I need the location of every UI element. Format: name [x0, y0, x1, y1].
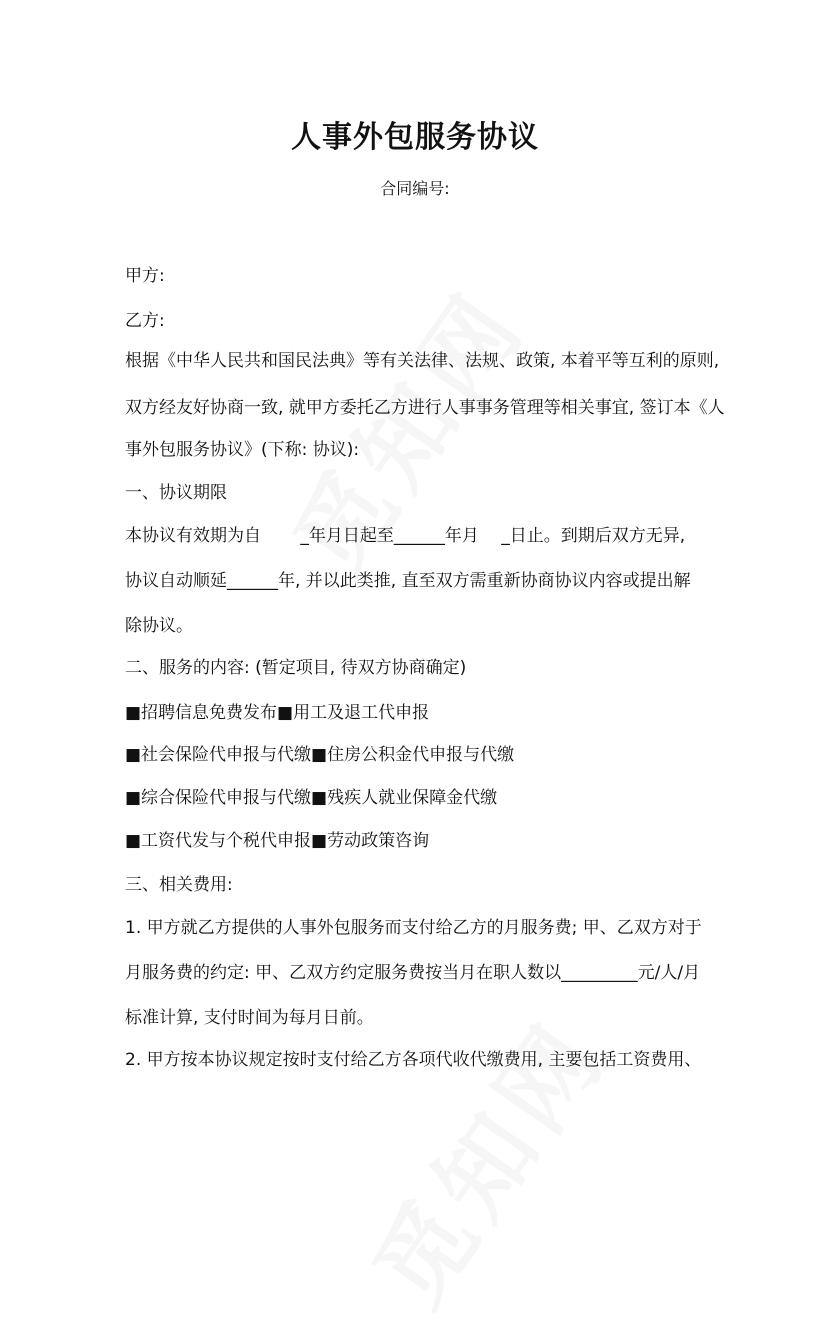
service-item-line: ■招聘信息免费发布■用工及退工代申报 [125, 703, 430, 723]
party-a-label: 甲方: [125, 266, 165, 286]
service-item-line: ■综合保险代申报与代缴■残疾人就业保障金代缴 [125, 788, 498, 808]
document-title: 人事外包服务协议 [291, 120, 539, 155]
service-item-line: ■工资代发与个税代申报■劳动政策咨询 [125, 831, 430, 851]
service-item-line: ■社会保险代申报与代缴■住房公积金代申报与代缴 [125, 745, 515, 765]
section-heading-term: 一、协议期限 [125, 483, 227, 503]
watermark-graphic [337, 989, 632, 1328]
party-b-label: 乙方: [125, 311, 165, 331]
section-heading-services: 二、服务的内容: (暂定项目, 待双方协商确定) [125, 658, 467, 678]
fee-clause-line: 1. 甲方就乙方提供的人事外包服务而支付给乙方的月服务费; 甲、乙双方对于 [125, 918, 702, 938]
fee-clause-line: 标准计算, 支付时间为每月日前。 [125, 1008, 374, 1028]
preamble-line: 双方经友好协商一致, 就甲方委托乙方进行人事事务管理等相关事宜, 签订本《人 [125, 398, 725, 418]
term-clause-line: 协议自动顺延______年, 并以此类推, 直至双方需重新协商协议内容或提出解 [125, 571, 691, 591]
term-clause-line: 本协议有效期为自 _年月日起至______年月 _日止。到期后双方无异, [125, 526, 686, 546]
term-clause-line: 除协议。 [125, 616, 193, 636]
section-heading-fees: 三、相关费用: [125, 875, 233, 895]
fee-clause-line: 月服务费的约定: 甲、乙双方约定服务费按当月在职人数以_________元/人/月 [125, 963, 701, 983]
preamble-line: 事外包服务协议》(下称: 协议): [125, 440, 360, 460]
contract-number-label: 合同编号: [380, 179, 450, 198]
fee-clause-line: 2. 甲方按本协议规定按时支付给乙方各项代收代缴费用, 主要包括工资费用、 [125, 1050, 702, 1070]
preamble-line: 根据《中华人民共和国民法典》等有关法律、法规、政策, 本着平等互利的原则, [125, 351, 720, 371]
